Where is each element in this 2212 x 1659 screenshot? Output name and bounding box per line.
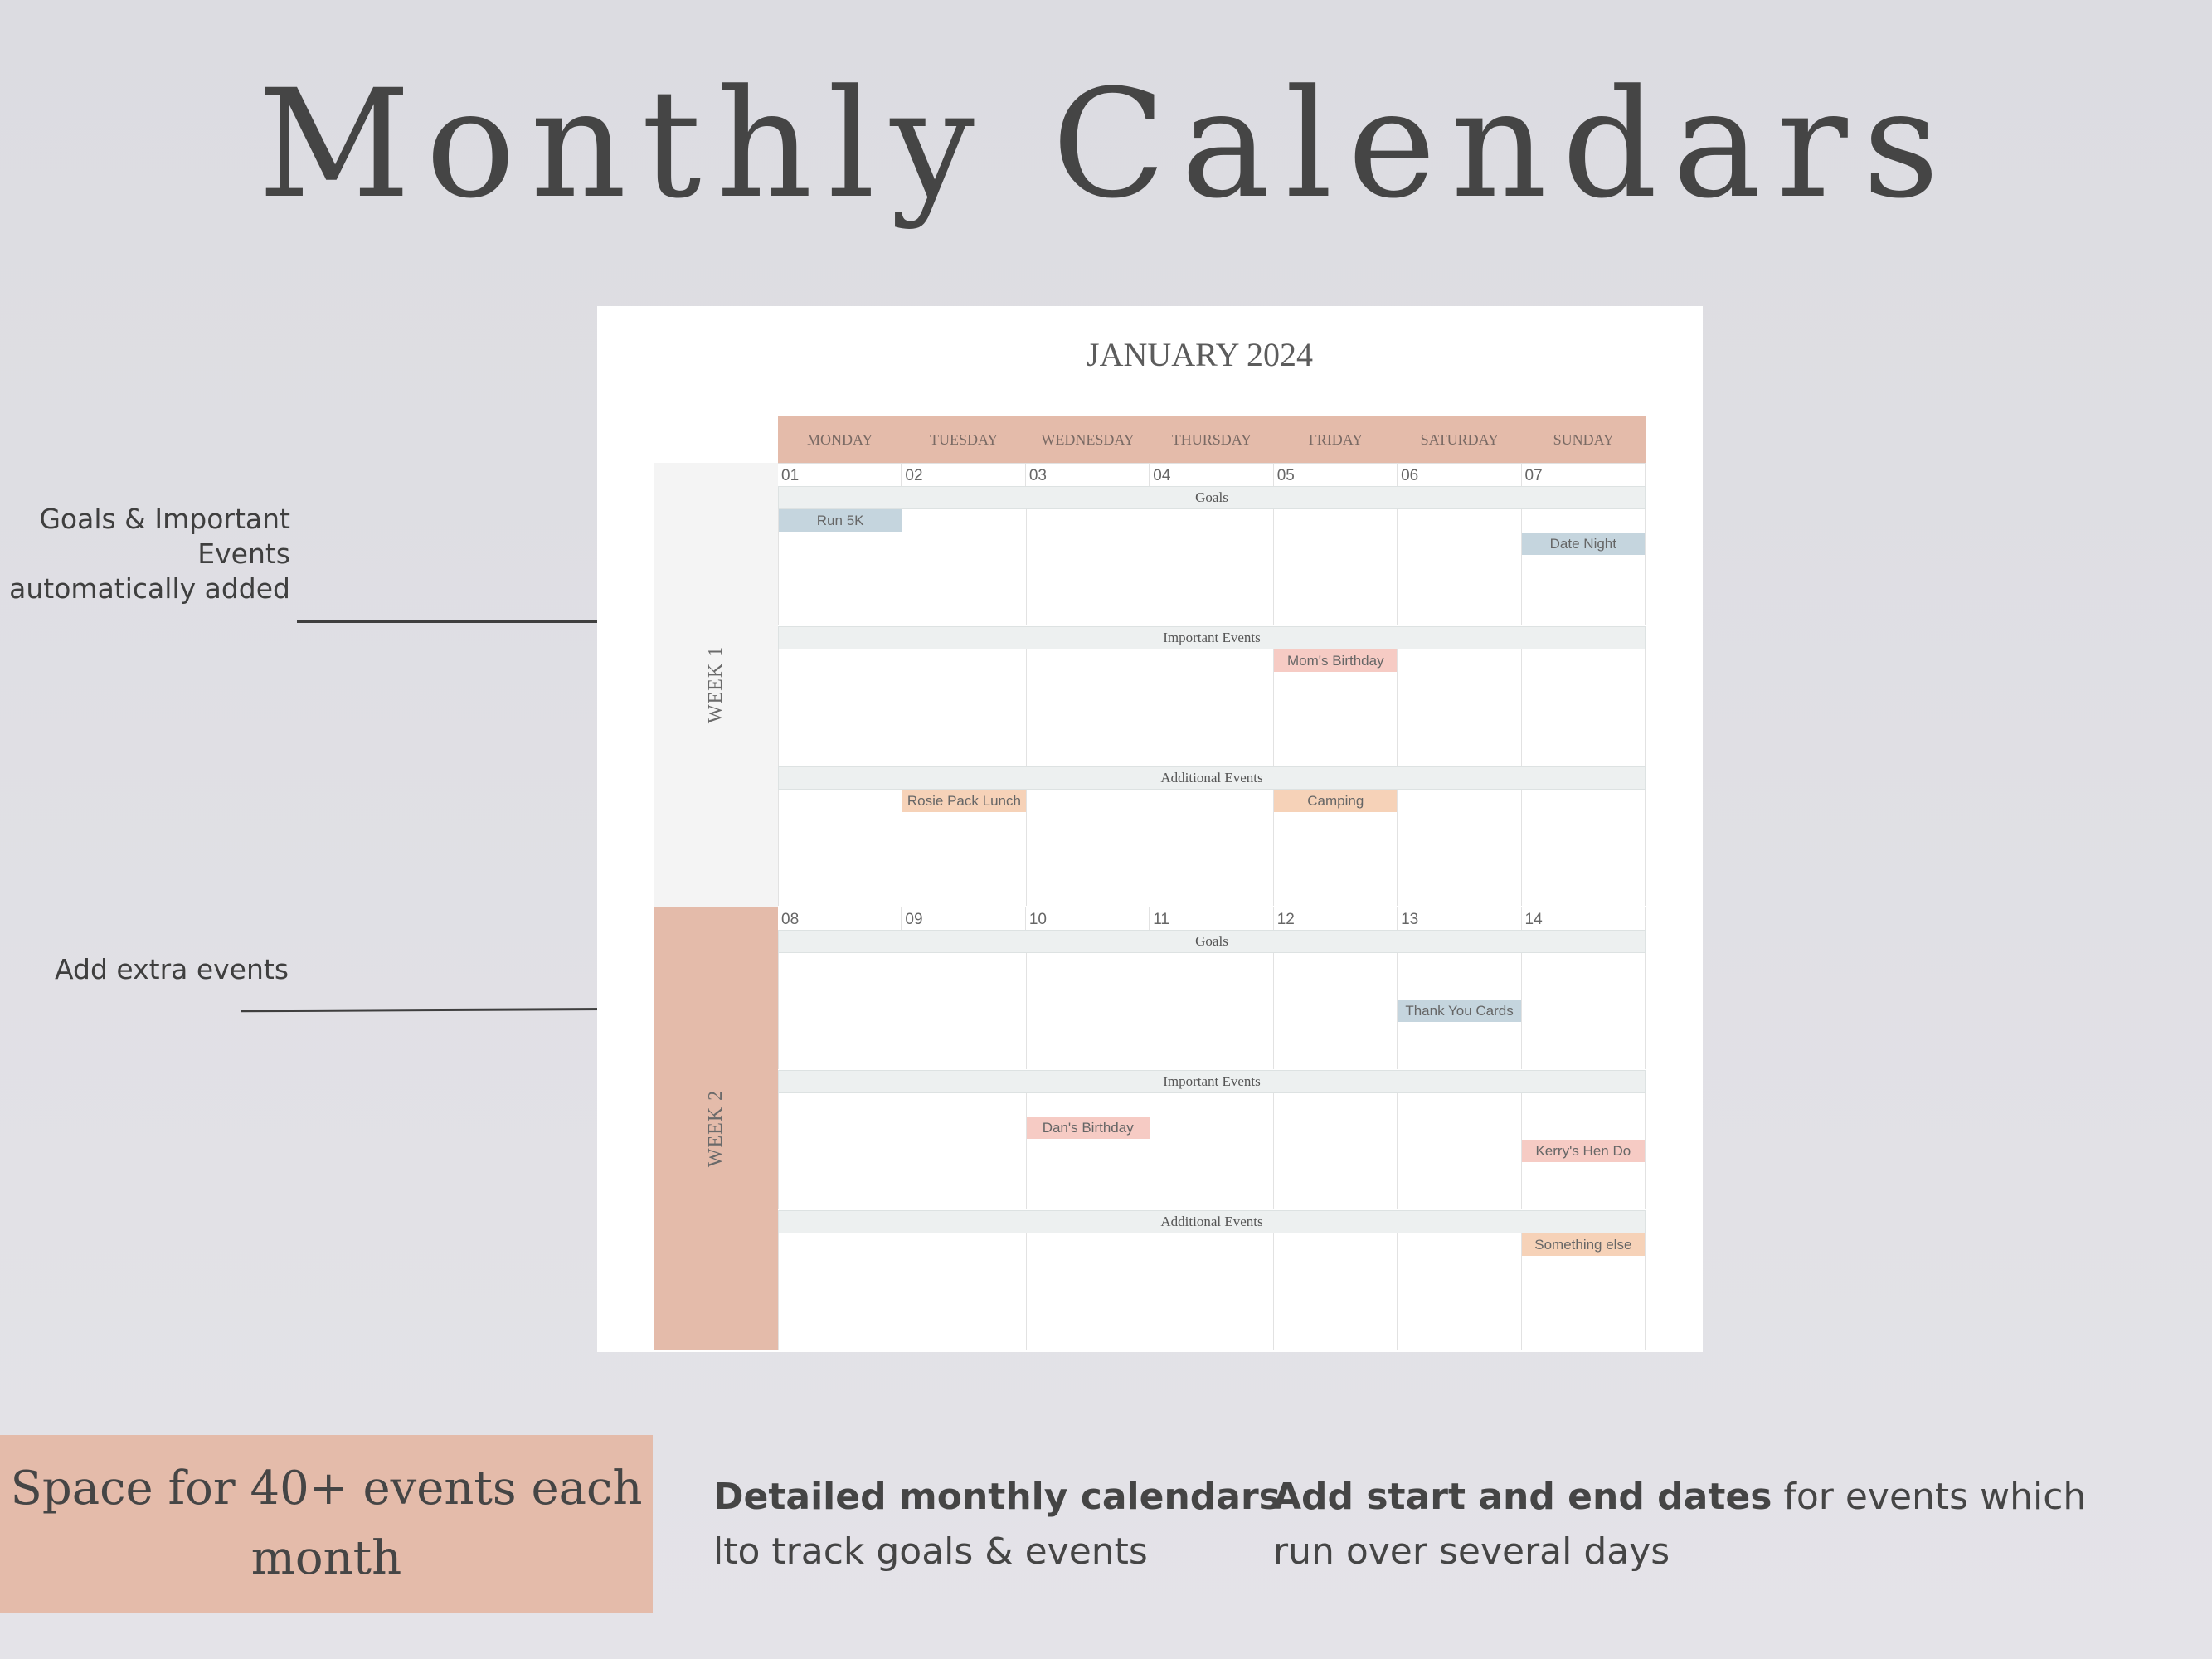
day-cell[interactable]: [1150, 509, 1274, 625]
event-chip[interactable]: Kerry's Hen Do: [1522, 1140, 1645, 1162]
date-number: 05: [1274, 464, 1398, 487]
week-label-column: [654, 463, 778, 907]
date-number: 07: [1522, 464, 1646, 487]
day-cell[interactable]: [1274, 649, 1398, 766]
event-chip[interactable]: Dan's Birthday: [1027, 1117, 1150, 1139]
day-header: TUESDAY: [929, 431, 999, 448]
events-capacity-box: [0, 1435, 653, 1613]
date-number: 11: [1150, 907, 1273, 931]
feature2-text1: for events which: [1772, 1476, 2087, 1518]
day-cell[interactable]: [902, 649, 1026, 766]
day-cell[interactable]: [1027, 1093, 1150, 1209]
week-label: WEEK 1: [705, 645, 727, 724]
day-cell[interactable]: [1274, 790, 1398, 906]
date-number: 02: [902, 464, 1025, 487]
day-cell[interactable]: [1027, 509, 1150, 625]
day-cell[interactable]: [1027, 953, 1150, 1069]
section-cells-goals: [778, 953, 1646, 1069]
date-number: 08: [778, 907, 902, 931]
day-cell[interactable]: [1398, 790, 1521, 906]
event-chip[interactable]: Mom's Birthday: [1274, 649, 1397, 672]
day-cell[interactable]: [1522, 1093, 1646, 1209]
feature-start-end-dates: [1273, 1470, 2086, 1579]
day-cell[interactable]: [1150, 1233, 1274, 1350]
day-cell[interactable]: [1150, 649, 1274, 766]
day-cell[interactable]: [902, 953, 1026, 1069]
date-number: 12: [1274, 907, 1398, 931]
day-cell[interactable]: [1027, 1233, 1150, 1350]
day-cell[interactable]: [1398, 1093, 1521, 1209]
section-cells-important: [778, 649, 1646, 766]
extra-events-line: [241, 1008, 605, 1012]
section-header-important: Important Events: [778, 626, 1646, 649]
day-cell[interactable]: [902, 1093, 1026, 1209]
extra-events-annotation: Add extra events: [55, 953, 289, 985]
day-cell[interactable]: [778, 649, 902, 766]
day-header: SATURDAY: [1420, 431, 1499, 448]
calendar-card: [597, 306, 1703, 1352]
day-cell[interactable]: [902, 1233, 1026, 1350]
section-header-additional: Additional Events: [778, 1210, 1646, 1233]
feature1-text: lto track goals & events: [713, 1530, 1148, 1573]
day-cell[interactable]: [1027, 790, 1150, 906]
day-cell[interactable]: [1027, 649, 1150, 766]
section-cells-goals: [778, 509, 1646, 625]
events-capacity-line2: month: [250, 1531, 402, 1585]
day-cell[interactable]: [1398, 1233, 1521, 1350]
page-title: Monthly Calendars: [257, 58, 1955, 231]
feature2-text2: run over several days: [1273, 1530, 1670, 1573]
day-header: MONDAY: [807, 431, 873, 448]
day-cell[interactable]: [1150, 1093, 1274, 1209]
day-cell[interactable]: [778, 1093, 902, 1209]
event-chip[interactable]: Run 5K: [779, 509, 902, 532]
day-cell[interactable]: [1522, 1233, 1646, 1350]
day-cell[interactable]: [1274, 953, 1398, 1069]
section-header-goals: Goals: [778, 930, 1646, 953]
event-chip[interactable]: Thank You Cards: [1398, 1000, 1520, 1022]
day-cell[interactable]: [778, 953, 902, 1069]
event-chip[interactable]: Camping: [1274, 790, 1397, 812]
week-block: [778, 463, 1646, 907]
week-label: WEEK 2: [705, 1089, 727, 1168]
event-chip[interactable]: Something else: [1522, 1233, 1645, 1256]
section-header-goals: Goals: [778, 486, 1646, 509]
date-number: 03: [1026, 464, 1150, 487]
calendar-title: JANUARY 2024: [1087, 336, 1313, 373]
event-chip[interactable]: Date Night: [1522, 533, 1645, 555]
day-cell[interactable]: [902, 790, 1026, 906]
day-cell[interactable]: [1150, 790, 1274, 906]
day-header: SUNDAY: [1553, 431, 1614, 448]
feature2-bold: Add start and end dates: [1273, 1476, 1772, 1518]
goals-annotation-line2: Events: [197, 538, 290, 570]
date-number: 10: [1026, 907, 1150, 931]
day-header: WEDNESDAY: [1041, 431, 1135, 448]
feature1-bold: Detailed monthly calendars: [713, 1476, 1281, 1518]
day-header: THURSDAY: [1171, 431, 1252, 448]
section-header-important: Important Events: [778, 1070, 1646, 1093]
day-cell[interactable]: [1150, 953, 1274, 1069]
day-cell[interactable]: [902, 509, 1026, 625]
day-cell[interactable]: [1522, 790, 1646, 906]
feature-detailed-calendars: [713, 1470, 1281, 1579]
date-number: 09: [902, 907, 1025, 931]
day-cell[interactable]: [778, 509, 902, 625]
day-cell[interactable]: [1274, 509, 1398, 625]
day-cell[interactable]: [1398, 953, 1521, 1069]
events-capacity-line1: Space for 40+ events each: [10, 1462, 643, 1515]
day-cell[interactable]: [1274, 1093, 1398, 1209]
day-cell[interactable]: [1522, 649, 1646, 766]
date-number: 14: [1522, 907, 1646, 931]
date-number: 06: [1398, 464, 1521, 487]
section-cells-additional: [778, 790, 1646, 906]
date-row: [778, 907, 1646, 931]
event-chip[interactable]: Rosie Pack Lunch: [902, 790, 1025, 812]
date-row: [778, 463, 1646, 487]
day-cell[interactable]: [778, 790, 902, 906]
day-header: FRIDAY: [1308, 431, 1364, 448]
date-number: 04: [1150, 464, 1273, 487]
date-number: 13: [1398, 907, 1521, 931]
section-header-additional: Additional Events: [778, 766, 1646, 790]
week-label-column: [654, 907, 778, 1350]
day-header-row: [778, 416, 1646, 463]
section-cells-important: [778, 1093, 1646, 1209]
day-cell[interactable]: [1398, 509, 1521, 625]
day-cell[interactable]: [1398, 649, 1521, 766]
day-cell[interactable]: [1274, 1233, 1398, 1350]
week-block: [778, 907, 1646, 1350]
date-number: 01: [778, 464, 902, 487]
day-cell[interactable]: [778, 1233, 902, 1350]
section-cells-additional: [778, 1233, 1646, 1350]
goals-annotation-line1: Goals & Important: [39, 503, 290, 535]
goals-annotation-line3: automatically added: [9, 572, 290, 605]
goals-annotation: [8, 502, 290, 606]
day-cell[interactable]: [1522, 953, 1646, 1069]
day-cell[interactable]: [1522, 509, 1646, 625]
